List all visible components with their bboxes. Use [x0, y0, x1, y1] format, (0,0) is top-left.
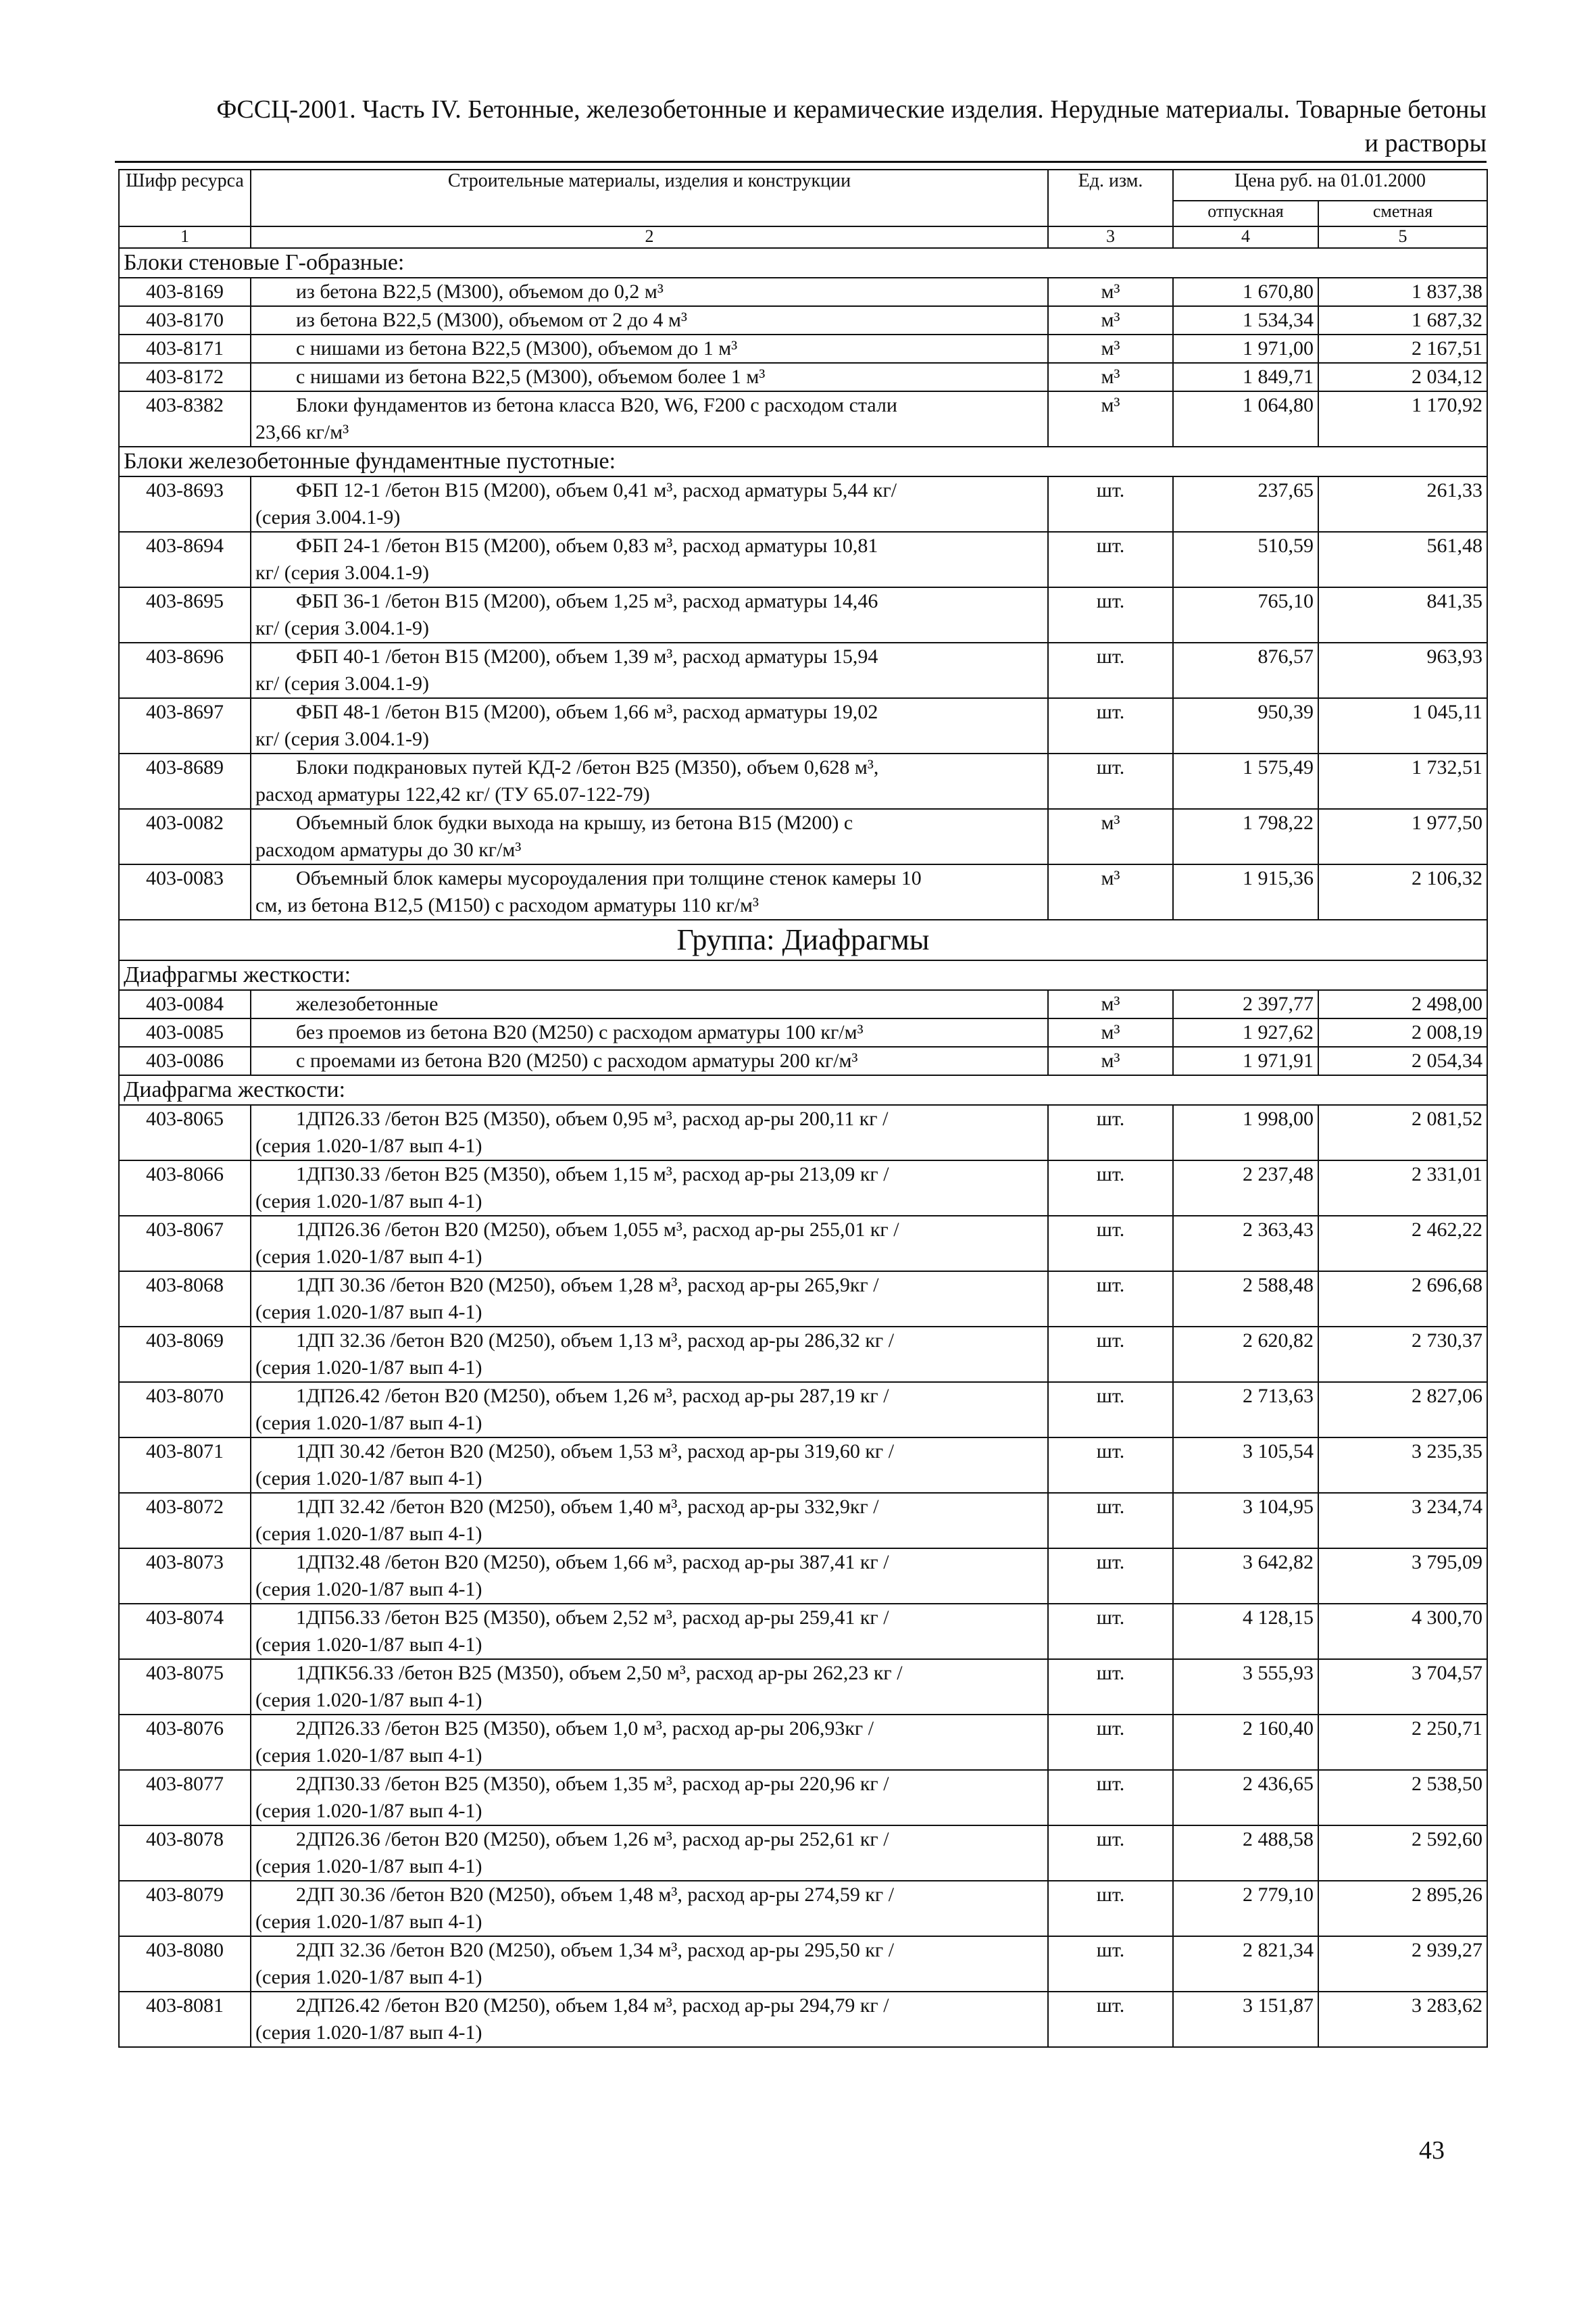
description-line: (серия 1.020-1/87 вып 4-1) — [255, 1356, 482, 1379]
description-line: (серия 1.020-1/87 вып 4-1) — [255, 1523, 482, 1545]
estimate-price: 2 054,34 — [1318, 1047, 1487, 1075]
resource-code: 403-8695 — [119, 587, 251, 643]
table-row — [119, 1825, 1487, 1881]
table-row — [119, 1604, 1487, 1659]
unit-of-measure: шт. — [1048, 587, 1173, 643]
release-price: 765,10 — [1173, 587, 1318, 643]
table-row — [119, 1936, 1487, 1992]
item-description — [251, 864, 1048, 920]
description-line: (серия 1.020-1/87 вып 4-1) — [255, 1578, 482, 1600]
release-price: 1 927,62 — [1173, 1018, 1318, 1047]
resource-code: 403-8169 — [119, 278, 251, 306]
column-number-row — [119, 226, 1487, 248]
description-line: с нишами из бетона В22,5 (М300), объемом более 1 м³ — [296, 366, 766, 388]
item-description — [251, 532, 1048, 587]
estimate-price: 3 283,62 — [1318, 1992, 1487, 2047]
page-header-title: ФССЦ-2001. Часть IV. Бетонные, железобетонные и керамические изделия. Нерудные материалы. Товарные бетоны — [216, 95, 1487, 124]
table-row — [119, 1493, 1487, 1548]
estimate-price: 2 730,37 — [1318, 1327, 1487, 1382]
description-line: Блоки фундаментов из бетона класса В20, W6, F200 с расходом стали — [296, 394, 897, 416]
item-description — [251, 1936, 1048, 1992]
release-price: 2 620,82 — [1173, 1327, 1318, 1382]
table-row — [119, 335, 1487, 363]
table-row — [119, 1770, 1487, 1825]
release-price: 1 534,34 — [1173, 306, 1318, 335]
release-price: 1 670,80 — [1173, 278, 1318, 306]
estimate-price: 3 704,57 — [1318, 1659, 1487, 1715]
estimate-price: 3 235,35 — [1318, 1437, 1487, 1493]
release-price: 2 237,48 — [1173, 1160, 1318, 1216]
table-row — [119, 1881, 1487, 1936]
item-description — [251, 587, 1048, 643]
description-line: (серия 1.020-1/87 вып 4-1) — [255, 1911, 482, 1933]
item-description — [251, 1493, 1048, 1548]
unit-of-measure: м³ — [1048, 391, 1173, 447]
group-heading — [119, 920, 1487, 960]
description-line: (серия 1.020-1/87 вып 4-1) — [255, 1689, 482, 1711]
estimate-price: 2 081,52 — [1318, 1105, 1487, 1160]
description-line: Блоки подкрановых путей КД-2 /бетон В25 (М350), объем 0,628 м³, — [296, 756, 879, 779]
description-line: кг/ (серия 3.004.1-9) — [255, 728, 430, 750]
release-price: 237,65 — [1173, 476, 1318, 532]
header-rule — [115, 161, 1487, 163]
release-price: 1 575,49 — [1173, 754, 1318, 809]
unit-of-measure: шт. — [1048, 698, 1173, 754]
item-description — [251, 306, 1048, 335]
unit-of-measure: шт. — [1048, 1881, 1173, 1936]
description-line: 2ДП 30.36 /бетон В20 (М250), объем 1,48 м³, расход ар-ры 274,59 кг / — [296, 1884, 895, 1906]
section-heading-title: Блоки железобетонные фундаментные пустотные: — [119, 447, 1487, 476]
unit-of-measure: шт. — [1048, 1548, 1173, 1604]
estimate-price: 2 498,00 — [1318, 990, 1487, 1018]
unit-of-measure: шт. — [1048, 1271, 1173, 1327]
column-number: 5 — [1318, 226, 1487, 248]
unit-of-measure: шт. — [1048, 1382, 1173, 1437]
table-row — [119, 1327, 1487, 1382]
group-heading-title: Группа: Диафрагмы — [119, 920, 1487, 960]
resource-code: 403-8171 — [119, 335, 251, 363]
table-row — [119, 1992, 1487, 2047]
release-price: 1 798,22 — [1173, 809, 1318, 864]
unit-of-measure: шт. — [1048, 1992, 1173, 2047]
unit-of-measure: шт. — [1048, 1770, 1173, 1825]
section-heading — [119, 248, 1487, 278]
unit-of-measure: м³ — [1048, 864, 1173, 920]
item-description — [251, 363, 1048, 391]
description-line: 1ДП 32.36 /бетон В20 (М250), объем 1,13 м³, расход ар-ры 286,32 кг / — [296, 1329, 895, 1352]
description-line: железобетонные — [296, 993, 439, 1015]
item-description — [251, 698, 1048, 754]
unit-of-measure: шт. — [1048, 754, 1173, 809]
resource-code: 403-0082 — [119, 809, 251, 864]
table-header-row — [119, 170, 1487, 201]
table-body — [119, 248, 1487, 2047]
table-row — [119, 1382, 1487, 1437]
description-line: 1ДП 30.36 /бетон В20 (М250), объем 1,28 м³, расход ар-ры 265,9кг / — [296, 1274, 879, 1296]
description-line: (серия 1.020-1/87 вып 4-1) — [255, 1135, 482, 1157]
unit-of-measure: шт. — [1048, 1437, 1173, 1493]
table-row — [119, 1437, 1487, 1493]
release-price: 1 849,71 — [1173, 363, 1318, 391]
table-row — [119, 306, 1487, 335]
unit-of-measure: м³ — [1048, 809, 1173, 864]
item-description — [251, 809, 1048, 864]
table-row — [119, 1548, 1487, 1604]
description-line: 23,66 кг/м³ — [255, 421, 349, 443]
release-price: 876,57 — [1173, 643, 1318, 698]
description-line: 2ДП 32.36 /бетон В20 (М250), объем 1,34 м³, расход ар-ры 295,50 кг / — [296, 1939, 895, 1961]
estimate-price: 2 008,19 — [1318, 1018, 1487, 1047]
release-price: 1 998,00 — [1173, 1105, 1318, 1160]
description-line: (серия 1.020-1/87 вып 4-1) — [255, 1855, 482, 1877]
estimate-price: 2 167,51 — [1318, 335, 1487, 363]
resource-code: 403-8693 — [119, 476, 251, 532]
unit-of-measure: м³ — [1048, 1047, 1173, 1075]
unit-of-measure: шт. — [1048, 1604, 1173, 1659]
description-line: ФБП 40-1 /бетон В15 (М200), объем 1,39 м³, расход арматуры 15,94 — [296, 645, 878, 668]
column-number: 1 — [119, 226, 251, 248]
table-row — [119, 643, 1487, 698]
description-line: (серия 1.020-1/87 вып 4-1) — [255, 1246, 482, 1268]
description-line: 1ДП 30.42 /бетон В20 (М250), объем 1,53 м³, расход ар-ры 319,60 кг / — [296, 1440, 895, 1462]
release-price: 2 363,43 — [1173, 1216, 1318, 1271]
resource-code: 403-0083 — [119, 864, 251, 920]
release-price: 3 105,54 — [1173, 1437, 1318, 1493]
unit-of-measure: шт. — [1048, 1105, 1173, 1160]
unit-of-measure: шт. — [1048, 1216, 1173, 1271]
resource-code: 403-0084 — [119, 990, 251, 1018]
table-row — [119, 587, 1487, 643]
description-line: (серия 1.020-1/87 вып 4-1) — [255, 1190, 482, 1212]
estimate-price: 841,35 — [1318, 587, 1487, 643]
description-line: из бетона В22,5 (М300), объемом от 2 до 4 м³ — [296, 309, 688, 331]
estimate-price: 2 538,50 — [1318, 1770, 1487, 1825]
release-price: 2 713,63 — [1173, 1382, 1318, 1437]
unit-of-measure: шт. — [1048, 1327, 1173, 1382]
unit-of-measure: м³ — [1048, 306, 1173, 335]
item-description — [251, 1018, 1048, 1047]
description-line: из бетона В22,5 (М300), объемом до 0,2 м³ — [296, 280, 664, 303]
description-line: (серия 1.020-1/87 вып 4-1) — [255, 2021, 482, 2044]
table-row — [119, 1715, 1487, 1770]
estimate-price: 2 592,60 — [1318, 1825, 1487, 1881]
table-row — [119, 1105, 1487, 1160]
description-line: ФБП 24-1 /бетон В15 (М200), объем 0,83 м³, расход арматуры 10,81 — [296, 535, 878, 557]
description-line: ФБП 36-1 /бетон В15 (М200), объем 1,25 м³, расход арматуры 14,46 — [296, 590, 878, 612]
description-line: Объемный блок будки выхода на крышу, из бетона В15 (М200) с — [296, 812, 853, 834]
release-price: 1 064,80 — [1173, 391, 1318, 447]
description-line: см, из бетона В12,5 (М150) с расходом арматуры 110 кг/м³ — [255, 894, 759, 916]
resource-code: 403-8074 — [119, 1604, 251, 1659]
item-description — [251, 1825, 1048, 1881]
resource-code: 403-0086 — [119, 1047, 251, 1075]
col-header-unit: Ед. изм. — [1048, 170, 1173, 226]
estimate-price: 1 732,51 — [1318, 754, 1487, 809]
estimate-price: 1 977,50 — [1318, 809, 1487, 864]
table-row — [119, 1047, 1487, 1075]
resource-code: 403-8065 — [119, 1105, 251, 1160]
resource-code: 403-8697 — [119, 698, 251, 754]
item-description — [251, 476, 1048, 532]
section-heading-title: Диафрагмы жесткости: — [119, 960, 1487, 990]
resource-code: 403-8382 — [119, 391, 251, 447]
item-description — [251, 990, 1048, 1018]
unit-of-measure: шт. — [1048, 643, 1173, 698]
item-description — [251, 1992, 1048, 2047]
description-line: Объемный блок камеры мусороудаления при толщине стенок камеры 10 — [296, 867, 922, 889]
release-price: 3 104,95 — [1173, 1493, 1318, 1548]
description-line: (серия 3.004.1-9) — [255, 506, 401, 528]
item-description — [251, 1382, 1048, 1437]
table-row — [119, 754, 1487, 809]
item-description — [251, 335, 1048, 363]
table-row — [119, 990, 1487, 1018]
resource-code: 403-8069 — [119, 1327, 251, 1382]
table-row — [119, 1018, 1487, 1047]
description-line: с проемами из бетона В20 (М250) с расходом арматуры 200 кг/м³ — [296, 1050, 858, 1072]
item-description — [251, 1604, 1048, 1659]
resource-code: 403-8172 — [119, 363, 251, 391]
description-line: с нишами из бетона В22,5 (М300), объемом до 1 м³ — [296, 337, 738, 360]
estimate-price: 3 795,09 — [1318, 1548, 1487, 1604]
description-line: 1ДП32.48 /бетон В20 (М250), объем 1,66 м³, расход ар-ры 387,41 кг / — [296, 1551, 889, 1573]
estimate-price: 2 696,68 — [1318, 1271, 1487, 1327]
item-description — [251, 754, 1048, 809]
item-description — [251, 643, 1048, 698]
item-description — [251, 1770, 1048, 1825]
description-line: 2ДП26.36 /бетон В20 (М250), объем 1,26 м³, расход ар-ры 252,61 кг / — [296, 1828, 889, 1850]
resource-code: 403-8079 — [119, 1881, 251, 1936]
release-price: 3 555,93 — [1173, 1659, 1318, 1715]
release-price: 510,59 — [1173, 532, 1318, 587]
item-description — [251, 1105, 1048, 1160]
resource-code: 403-8170 — [119, 306, 251, 335]
section-heading — [119, 1075, 1487, 1105]
col-header-name: Строительные материалы, изделия и конструкции — [251, 170, 1048, 226]
description-line: расход арматуры 122,42 кг/ (ТУ 65.07-122-79) — [255, 783, 650, 806]
estimate-price: 1 837,38 — [1318, 278, 1487, 306]
estimate-price: 2 939,27 — [1318, 1936, 1487, 1992]
description-line: ФБП 48-1 /бетон В15 (М200), объем 1,66 м³, расход арматуры 19,02 — [296, 701, 878, 723]
estimate-price: 2 895,26 — [1318, 1881, 1487, 1936]
unit-of-measure: шт. — [1048, 1659, 1173, 1715]
section-heading — [119, 447, 1487, 476]
table-row — [119, 1160, 1487, 1216]
estimate-price: 1 170,92 — [1318, 391, 1487, 447]
description-line: кг/ (серия 3.004.1-9) — [255, 562, 430, 584]
release-price: 2 160,40 — [1173, 1715, 1318, 1770]
release-price: 2 821,34 — [1173, 1936, 1318, 1992]
release-price: 2 488,58 — [1173, 1825, 1318, 1881]
release-price: 2 436,65 — [1173, 1770, 1318, 1825]
description-line: ФБП 12-1 /бетон В15 (М200), объем 0,41 м³, расход арматуры 5,44 кг/ — [296, 479, 897, 501]
item-description — [251, 1047, 1048, 1075]
resource-code: 403-8078 — [119, 1825, 251, 1881]
description-line: (серия 1.020-1/87 вып 4-1) — [255, 1744, 482, 1767]
column-number: 4 — [1173, 226, 1318, 248]
unit-of-measure: м³ — [1048, 990, 1173, 1018]
table-row — [119, 391, 1487, 447]
item-description — [251, 1881, 1048, 1936]
description-line: (серия 1.020-1/87 вып 4-1) — [255, 1301, 482, 1323]
unit-of-measure: м³ — [1048, 1018, 1173, 1047]
resource-code: 403-0085 — [119, 1018, 251, 1047]
table-row — [119, 809, 1487, 864]
estimate-price: 261,33 — [1318, 476, 1487, 532]
unit-of-measure: шт. — [1048, 1825, 1173, 1881]
resource-code: 403-8070 — [119, 1382, 251, 1437]
description-line: 1ДП26.42 /бетон В20 (М250), объем 1,26 м³, расход ар-ры 287,19 кг / — [296, 1385, 889, 1407]
resource-code: 403-8081 — [119, 1992, 251, 2047]
estimate-price: 2 827,06 — [1318, 1382, 1487, 1437]
description-line: 2ДП26.42 /бетон В20 (М250), объем 1,84 м³, расход ар-ры 294,79 кг / — [296, 1994, 889, 2017]
column-number: 3 — [1048, 226, 1173, 248]
col-header-code: Шифр ресурса — [119, 170, 251, 226]
resource-code: 403-8077 — [119, 1770, 251, 1825]
estimate-price: 561,48 — [1318, 532, 1487, 587]
description-line: 1ДПК56.33 /бетон В25 (М350), объем 2,50 м³, расход ар-ры 262,23 кг / — [296, 1662, 903, 1684]
unit-of-measure: шт. — [1048, 1160, 1173, 1216]
item-description — [251, 1437, 1048, 1493]
item-description — [251, 1327, 1048, 1382]
description-line: расходом арматуры до 30 кг/м³ — [255, 839, 522, 861]
unit-of-measure: шт. — [1048, 1493, 1173, 1548]
resource-code: 403-8066 — [119, 1160, 251, 1216]
item-description — [251, 278, 1048, 306]
price-table — [118, 169, 1488, 2048]
item-description — [251, 1659, 1048, 1715]
table-row — [119, 532, 1487, 587]
release-price: 950,39 — [1173, 698, 1318, 754]
page-header-title-continued: и растворы — [1364, 129, 1487, 157]
table-row — [119, 363, 1487, 391]
description-line: кг/ (серия 3.004.1-9) — [255, 617, 430, 639]
table-row — [119, 864, 1487, 920]
table-row — [119, 278, 1487, 306]
description-line: 1ДП56.33 /бетон В25 (М350), объем 2,52 м³, расход ар-ры 259,41 кг / — [296, 1606, 889, 1629]
release-price: 3 642,82 — [1173, 1548, 1318, 1604]
resource-code: 403-8067 — [119, 1216, 251, 1271]
release-price: 1 971,91 — [1173, 1047, 1318, 1075]
resource-code: 403-8076 — [119, 1715, 251, 1770]
item-description — [251, 1271, 1048, 1327]
description-line: (серия 1.020-1/87 вып 4-1) — [255, 1633, 482, 1656]
description-line: без проемов из бетона В20 (М250) с расходом арматуры 100 кг/м³ — [296, 1021, 864, 1043]
section-heading — [119, 960, 1487, 990]
resource-code: 403-8068 — [119, 1271, 251, 1327]
release-price: 2 779,10 — [1173, 1881, 1318, 1936]
column-number: 2 — [251, 226, 1048, 248]
description-line: (серия 1.020-1/87 вып 4-1) — [255, 1800, 482, 1822]
resource-code: 403-8080 — [119, 1936, 251, 1992]
estimate-price: 4 300,70 — [1318, 1604, 1487, 1659]
description-line: кг/ (серия 3.004.1-9) — [255, 672, 430, 695]
table-row — [119, 1659, 1487, 1715]
section-heading-title: Диафрагма жесткости: — [119, 1075, 1487, 1105]
estimate-price: 2 331,01 — [1318, 1160, 1487, 1216]
unit-of-measure: шт. — [1048, 476, 1173, 532]
description-line: 2ДП26.33 /бетон В25 (М350), объем 1,0 м³, расход ар-ры 206,93кг / — [296, 1717, 874, 1740]
resource-code: 403-8694 — [119, 532, 251, 587]
estimate-price: 3 234,74 — [1318, 1493, 1487, 1548]
estimate-price: 1 045,11 — [1318, 698, 1487, 754]
release-price: 1 915,36 — [1173, 864, 1318, 920]
unit-of-measure: шт. — [1048, 1715, 1173, 1770]
estimate-price: 2 034,12 — [1318, 363, 1487, 391]
item-description — [251, 1715, 1048, 1770]
item-description — [251, 1160, 1048, 1216]
estimate-price: 2 462,22 — [1318, 1216, 1487, 1271]
item-description — [251, 1216, 1048, 1271]
col-header-estimate-price: сметная — [1318, 201, 1487, 226]
estimate-price: 2 250,71 — [1318, 1715, 1487, 1770]
estimate-price: 1 687,32 — [1318, 306, 1487, 335]
unit-of-measure: м³ — [1048, 278, 1173, 306]
description-line: 1ДП26.36 /бетон В20 (М250), объем 1,055 м³, расход ар-ры 255,01 кг / — [296, 1218, 899, 1241]
release-price: 2 588,48 — [1173, 1271, 1318, 1327]
table-row — [119, 476, 1487, 532]
release-price: 2 397,77 — [1173, 990, 1318, 1018]
table-row — [119, 1216, 1487, 1271]
page-number: 43 — [1419, 2136, 1445, 2165]
unit-of-measure: шт. — [1048, 532, 1173, 587]
unit-of-measure: м³ — [1048, 335, 1173, 363]
release-price: 3 151,87 — [1173, 1992, 1318, 2047]
unit-of-measure: шт. — [1048, 1936, 1173, 1992]
item-description — [251, 1548, 1048, 1604]
resource-code: 403-8071 — [119, 1437, 251, 1493]
item-description — [251, 391, 1048, 447]
description-line: (серия 1.020-1/87 вып 4-1) — [255, 1966, 482, 1988]
resource-code: 403-8689 — [119, 754, 251, 809]
description-line: 1ДП26.33 /бетон В25 (М350), объем 0,95 м³, расход ар-ры 200,11 кг / — [296, 1108, 889, 1130]
description-line: (серия 1.020-1/87 вып 4-1) — [255, 1412, 482, 1434]
table-row — [119, 1271, 1487, 1327]
section-heading-title: Блоки стеновые Г-образные: — [119, 248, 1487, 278]
resource-code: 403-8073 — [119, 1548, 251, 1604]
col-header-release-price: отпускная — [1173, 201, 1318, 226]
col-header-price: Цена руб. на 01.01.2000 — [1173, 170, 1487, 201]
table-row — [119, 698, 1487, 754]
unit-of-measure: м³ — [1048, 363, 1173, 391]
description-line: 2ДП30.33 /бетон В25 (М350), объем 1,35 м³, расход ар-ры 220,96 кг / — [296, 1773, 889, 1795]
resource-code: 403-8072 — [119, 1493, 251, 1548]
description-line: 1ДП30.33 /бетон В25 (М350), объем 1,15 м³, расход ар-ры 213,09 кг / — [296, 1163, 889, 1185]
release-price: 4 128,15 — [1173, 1604, 1318, 1659]
description-line: 1ДП 32.42 /бетон В20 (М250), объем 1,40 м³, расход ар-ры 332,9кг / — [296, 1496, 879, 1518]
resource-code: 403-8696 — [119, 643, 251, 698]
resource-code: 403-8075 — [119, 1659, 251, 1715]
estimate-price: 2 106,32 — [1318, 864, 1487, 920]
estimate-price: 963,93 — [1318, 643, 1487, 698]
release-price: 1 971,00 — [1173, 335, 1318, 363]
description-line: (серия 1.020-1/87 вып 4-1) — [255, 1467, 482, 1490]
